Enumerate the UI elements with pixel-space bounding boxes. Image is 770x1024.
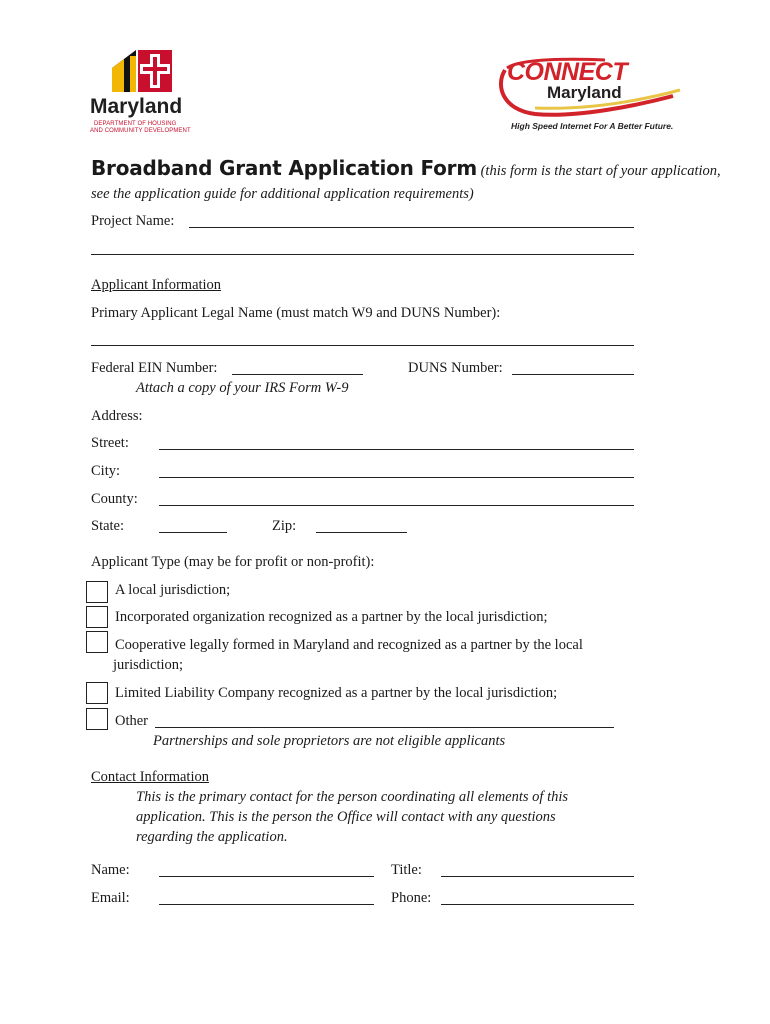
checkbox-other[interactable] bbox=[86, 708, 108, 730]
project-name-field-line2[interactable] bbox=[91, 254, 634, 255]
legal-name-label: Primary Applicant Legal Name (must match W9 and DUNS Number): bbox=[91, 305, 501, 321]
applicant-info-heading: Applicant Information bbox=[91, 277, 222, 293]
form-subtitle-part2: see the application guide for additional application requirements) bbox=[91, 186, 474, 202]
state-field[interactable] bbox=[159, 532, 227, 533]
contact-name-field[interactable] bbox=[159, 876, 374, 877]
option-other: Other bbox=[115, 713, 149, 729]
checkbox-cooperative[interactable] bbox=[86, 631, 108, 653]
address-label: Address: bbox=[91, 408, 143, 424]
zip-field[interactable] bbox=[316, 532, 407, 533]
contact-name-label: Name: bbox=[91, 862, 130, 878]
option-incorporated-org: Incorporated organization recognized as a partner by the local jurisdiction; bbox=[115, 609, 548, 625]
city-label: City: bbox=[91, 463, 121, 479]
county-field[interactable] bbox=[159, 505, 634, 506]
contact-title-label: Title: bbox=[391, 862, 422, 878]
other-field[interactable] bbox=[155, 727, 614, 728]
connect-maryland-logo bbox=[495, 56, 685, 136]
maryland-dhcd-logo bbox=[84, 46, 204, 136]
duns-field[interactable] bbox=[512, 374, 634, 375]
contact-phone-field[interactable] bbox=[441, 904, 634, 905]
project-name-field[interactable] bbox=[189, 227, 634, 228]
project-name-label: Project Name: bbox=[91, 213, 175, 229]
ein-note: Attach a copy of your IRS Form W-9 bbox=[136, 380, 349, 396]
maryland-logo-dept-line1: DEPARTMENT OF HOUSING bbox=[94, 121, 177, 127]
maryland-flag-house-icon bbox=[110, 46, 174, 96]
checkbox-incorporated-org[interactable] bbox=[86, 606, 108, 628]
contact-desc-line3: regarding the application. bbox=[136, 829, 288, 845]
option-cooperative-line1: Cooperative legally formed in Maryland and recognized as a partner by the local bbox=[115, 637, 583, 653]
option-cooperative-line2: jurisdiction; bbox=[113, 657, 184, 673]
street-label: Street: bbox=[91, 435, 129, 451]
contact-desc-line2: application. This is the person the Office will contact with any questions bbox=[136, 809, 556, 825]
street-field[interactable] bbox=[159, 449, 634, 450]
ein-label: Federal EIN Number: bbox=[91, 360, 218, 376]
contact-phone-label: Phone: bbox=[391, 890, 432, 906]
option-llc: Limited Liability Company recognized as a partner by the local jurisdiction; bbox=[115, 685, 558, 701]
applicant-type-heading: Applicant Type (may be for profit or non-profit): bbox=[91, 554, 375, 570]
contact-email-field[interactable] bbox=[159, 904, 374, 905]
checkbox-local-jurisdiction[interactable] bbox=[86, 581, 108, 603]
form-title: Broadband Grant Application Form bbox=[91, 156, 477, 180]
maryland-logo-dept-line2: AND COMMUNITY DEVELOPMENT bbox=[90, 128, 191, 134]
city-field[interactable] bbox=[159, 477, 634, 478]
zip-label: Zip: bbox=[272, 518, 297, 534]
maryland-logo-name: Maryland bbox=[90, 95, 183, 118]
ein-field[interactable] bbox=[232, 374, 363, 375]
ineligible-note: Partnerships and sole proprietors are not eligible applicants bbox=[153, 733, 506, 749]
county-label: County: bbox=[91, 491, 138, 507]
contact-info-heading: Contact Information bbox=[91, 769, 209, 785]
connect-logo-tagline: High Speed Internet For A Better Future. bbox=[511, 121, 674, 131]
form-title-row bbox=[91, 156, 721, 180]
contact-title-field[interactable] bbox=[441, 876, 634, 877]
connect-logo-word2: Maryland bbox=[547, 83, 622, 102]
option-local-jurisdiction: A local jurisdiction; bbox=[115, 582, 231, 598]
contact-email-label: Email: bbox=[91, 890, 130, 906]
state-label: State: bbox=[91, 518, 125, 534]
connect-logo-word1: CONNECT bbox=[507, 58, 628, 86]
duns-label: DUNS Number: bbox=[408, 360, 503, 376]
contact-desc-line1: This is the primary contact for the person coordinating all elements of this bbox=[136, 789, 569, 805]
checkbox-llc[interactable] bbox=[86, 682, 108, 704]
form-subtitle-part1: (this form is the start of your application, bbox=[480, 163, 721, 179]
legal-name-field[interactable] bbox=[91, 345, 634, 346]
